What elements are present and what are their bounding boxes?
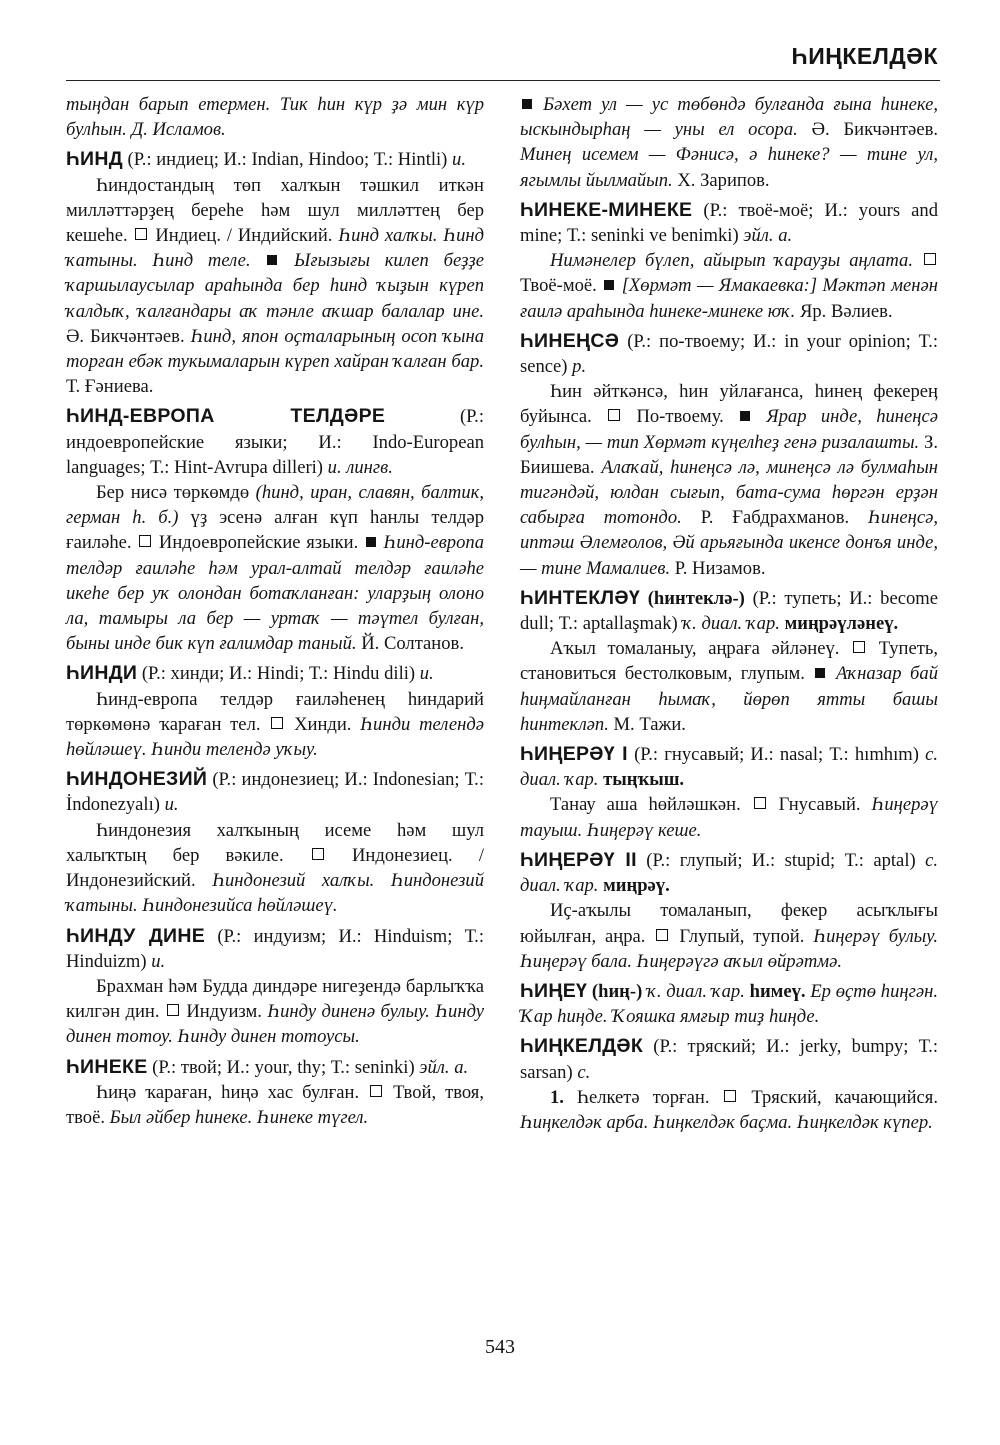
pos: эйл. а.: [419, 1056, 469, 1078]
definition-text: Һин әйткәнсә, һин уйлағанса, һинең фекереӊ буйынса.: [520, 381, 938, 428]
pos: и.: [164, 794, 179, 816]
headword: ҺИНДОНЕЗИЙ: [66, 768, 208, 791]
grammar: (Р.: тупеть; И.: become dull; Т.: aptallaşmak): [520, 587, 939, 635]
running-head: ҺИҢКЕЛДӘК: [791, 43, 938, 69]
entry-hind: [66, 147, 484, 172]
author: М. Тажи.: [608, 713, 686, 735]
grammar: (Р.: глупый; И.: stupid; Т.: aptal): [636, 849, 926, 871]
russian-equivalent: Гнусавый.: [767, 794, 872, 816]
russian-marker-icon: [754, 797, 766, 809]
quote-marker-icon: [740, 411, 750, 421]
russian-equivalent: Хинди.: [285, 713, 361, 735]
right-column: [520, 92, 938, 1135]
definition-text: Һиңә ҡараған, һиңә хас булған.: [96, 1081, 369, 1103]
russian-equivalent: По-твоему.: [622, 406, 739, 428]
stem-variant: (һиң-): [587, 980, 643, 1002]
headword: ҺИҢЕРӘҮ II: [520, 848, 637, 871]
russian-marker-icon: [271, 717, 283, 729]
definition-text: Аҡыл томаланыу, аңраға әйләнеү.: [550, 638, 852, 660]
entry-hinensa: [520, 329, 938, 379]
headword: ҺИНД: [66, 148, 123, 171]
cross-reference: һимеү.: [749, 980, 806, 1002]
quotation: Минең исемем — Фәнисә, ә һинеке? — тине ул, ягымлы йылмайып.: [520, 144, 938, 191]
examples: Һинди телендә һөйләшеү. Һинди телендә уҡыу.: [66, 713, 484, 761]
pos: и.: [452, 149, 466, 171]
definition: [66, 687, 484, 763]
grammar: (Р.: индонезиец; И.: Indonesian; Т.: İndonezyalı): [66, 769, 484, 816]
headword: ҺИНЕҢСӘ: [520, 329, 620, 352]
definition: [520, 379, 938, 581]
quotation: Һинд, япон оҫталарының осоп ҡына торған ебәк тукымаларын күреп хайран ҡалған бар.: [66, 325, 484, 373]
definition-text: Һелкетә торған.: [563, 1086, 723, 1108]
cross-reference: миңрәүләнеү.: [784, 613, 899, 635]
headword: ҺИНТЕКЛӘҮ: [520, 586, 641, 609]
russian-equivalent: Тряский, качающийся.: [738, 1086, 939, 1108]
examples: Һинду диненә булыу. Һинду динен тотоу. Һинду динен тотоусы.: [66, 1001, 484, 1048]
russian-equivalent: Твоё-моё.: [520, 275, 603, 297]
russian-marker-icon: [312, 848, 324, 860]
stem-variant: (һинтеклә-): [640, 587, 745, 609]
definition: [66, 173, 484, 400]
definition-italic: (һинд, иран, славян, балтик, герман һ. б.): [66, 482, 485, 529]
definition: [520, 792, 938, 842]
headword: ҺИҢКЕЛДӘК: [520, 1035, 644, 1058]
left-column: [66, 92, 484, 1130]
cross-reference: миңрәү.: [603, 875, 670, 897]
pos: р.: [572, 356, 587, 378]
russian-equivalent: Твой, твоя, твоё.: [66, 1081, 485, 1128]
definition: [66, 974, 484, 1050]
russian-equivalent: Тупеть, становиться бестолковым, глупым.: [520, 638, 938, 685]
entry-hineke-mineke: [520, 198, 938, 248]
pos: и. лингв.: [327, 456, 393, 478]
definition-text: Танау аша һөйләшкән.: [550, 794, 752, 816]
grammar: (Р.: индиец; И.: Indian, Hindoo; Т.: Hintli): [122, 149, 453, 171]
russian-equivalent: Глупый, тупой.: [670, 925, 814, 947]
pos: ҡ. диал. ҡар.: [642, 980, 750, 1002]
quote-marker-icon: [604, 280, 614, 290]
examples: Һиңерәү булыу. Һиңерәү бала. Һиңерәүгә аҡыл өйрәтмә.: [520, 925, 938, 972]
quotation: Алаҡай, һинеңсә лә, минеңсә лә булмаһын тигәндәй, юлдан сығып, бата-сума һөргән ерҙән сабырға тотондо.: [520, 456, 939, 529]
headword: ҺИНЕКЕ: [66, 1055, 148, 1078]
definition-text: Һинд-европа телдәр ғаиләһенең һиндарий төркөмөнә ҡараған тел.: [66, 688, 484, 735]
entry-hineu: [520, 979, 938, 1029]
definition: [520, 1085, 938, 1135]
grammar: (Р.: твоё-моё; И.: yours and mine; Т.: seninki ve benimki): [520, 199, 938, 247]
russian-marker-icon: [724, 1090, 736, 1102]
pos: и.: [151, 950, 166, 972]
russian-equivalent: Индоевропейские языки.: [153, 532, 364, 554]
entry-hind-europa: [66, 404, 484, 480]
headword: ҺИНДИ: [66, 662, 138, 685]
entry-hindoneziy: [66, 767, 484, 817]
entry-hintekləü: [520, 586, 938, 636]
quote-marker-icon: [267, 255, 277, 265]
quote-marker-icon: [815, 668, 825, 678]
grammar: (Р.: индоевропейские языки; И.: Indo-European languages; Т.: Hint-Avrupa dilleri): [66, 406, 484, 478]
author: Яр. Вәлиев.: [795, 300, 893, 322]
pos: с. диал. ҡар.: [520, 849, 938, 897]
quotation: [Хөрмәт — Ямакаевка:] Мәктәп менән ғаилә араһында һинеке-минеке юҡ.: [520, 275, 938, 322]
examples: Һиндонезий халҡы. Һиндонезий ҡатыны. Һиндонезийса һөйләшеү.: [66, 870, 484, 917]
definition: [66, 1080, 484, 1130]
author: Р. Низамов.: [670, 557, 766, 579]
grammar: (Р.: индуизм; И.: Hinduism; Т.: Hinduizm): [66, 925, 484, 972]
examples: Был әйбер һинеке. Һинеке түгел.: [109, 1106, 369, 1128]
definition: [520, 636, 938, 737]
grammar: (Р.: хинди; И.: Hindi; Т.: Hindu dili): [137, 663, 420, 685]
pos: ҡ. диал. ҡар.: [682, 613, 780, 635]
page-number: 543: [485, 1336, 515, 1358]
headword: ҺИНД-ЕВРОПА ТЕЛДӘРЕ: [66, 405, 386, 428]
grammar: (Р.: тряский; И.: jerky, bumpy; Т.: sarsan): [520, 1036, 938, 1083]
russian-marker-icon: [370, 1085, 382, 1097]
author: Т. Ғәниева.: [66, 376, 154, 398]
definition-text: Һиндостандың төп халҡын тәшкил иткән милләттәрҙең береһе һәм шул милләттең бер кешеһе.: [66, 174, 484, 247]
russian-marker-icon: [608, 409, 620, 421]
definition-text: Нимәнелер бүлеп, айырып ҡарауҙы аңлата.: [550, 250, 922, 272]
continued-quotes: [520, 92, 938, 193]
quotation: Ярар инде, һинеңсә булһын, — тип Хөрмәт күңелһеҙ генә ризалашты.: [520, 406, 938, 453]
cross-reference: тыңҡыш.: [603, 769, 685, 791]
definition-text: Брахман һәм Будда диндәре нигеҙендә барлыҡҡа килгән дин.: [66, 975, 484, 1023]
pos: с. диал. ҡар.: [520, 744, 938, 791]
russian-marker-icon: [924, 253, 936, 265]
russian-equivalent: Индуизм.: [180, 1001, 268, 1023]
entry-hinkeldak: [520, 1034, 938, 1084]
headword: ҺИҢЕҮ: [520, 979, 588, 1002]
quote-marker-icon: [366, 537, 376, 547]
quotation: Һинеңсә, иптәш Әлемғолов, Әй арьяғында икенсе донъя инде, — тине Мамалиев.: [520, 507, 938, 579]
author: Й. Солтанов.: [356, 633, 464, 655]
grammar: (Р.: по-твоему; И.: in your opinion; Т.: sence): [520, 330, 938, 378]
author: Ә. Бикчәнтәев.: [797, 119, 938, 141]
definition-text: Һиндонезия халҡының исеме һәм шул халыҡтың бер вәкиле.: [66, 819, 484, 866]
definition-text: Иҫ-аҡылы томаланып, фекер асыҡлығы юйылған, аңра.: [520, 900, 938, 947]
grammar: (Р.: твой; И.: your, thy; Т.: seninki): [147, 1056, 420, 1078]
grammar: (Р.: гнусавый; И.: nasal; Т.: hımhım): [627, 744, 926, 766]
headword: ҺИНДУ ДИНЕ: [66, 924, 206, 947]
entry-hinerau-1: [520, 742, 938, 792]
quotation: Һинд-европа телдәр ғаиләһе һәм урал-алтай телдәр ғаиләһе икеһе бер уҡ олондан ботаҡланған: уларҙың олоно ла, тамыры ла бер — уртаҡ — тәүтел булған, быны инде бик күп ғалимдар таный.: [66, 532, 484, 655]
examples: Һинд халҡы. Һинд ҡатыны. Һинд теле.: [66, 225, 484, 272]
entry-hindu-dine: [66, 924, 484, 974]
entry-hineke: [66, 1055, 484, 1080]
definition-text: үҙ эсенә алған күп һанлы телдәр ғаиләһе.: [66, 507, 484, 554]
russian-marker-icon: [167, 1004, 179, 1016]
russian-marker-icon: [853, 641, 865, 653]
author: Х. Зарипов.: [672, 169, 770, 191]
pos: с.: [577, 1061, 591, 1083]
quotation: Бәхет ул — ус төбөндә булғанда ғына һинеке, ыскындырһаң — уны ел осора.: [520, 94, 939, 141]
russian-marker-icon: [656, 929, 668, 941]
examples: Һиңкелдәк арба. Һиңкелдәк баҫма. Һиңкелдәк күпер.: [520, 1111, 933, 1133]
sense-number: 1.: [550, 1086, 564, 1108]
continued-example: [66, 92, 484, 142]
examples: Ер өҫтө һиңгән. Ҡар һиңде. Ҡояшка ямғыр тиҙ һиңде.: [520, 980, 938, 1028]
header-rule: [66, 80, 940, 81]
russian-marker-icon: [139, 535, 151, 547]
quote-marker-icon: [522, 99, 532, 109]
entry-hindi: [66, 661, 484, 686]
russian-equivalent: Индиец. / Индийский.: [149, 225, 339, 247]
definition: [520, 898, 938, 974]
russian-marker-icon: [135, 228, 147, 240]
definition: [520, 248, 938, 324]
russian-equivalent: Индонезиец. / Индонезийский.: [66, 844, 484, 892]
quotation: Ығызығы килеп беҙҙе ҡаршылаусылар араһында бер һинд ҡыҙын күреп ҡалдыҡ, ҡалғандары аҡ тәнле аҡшар балалар ине.: [66, 250, 484, 322]
author: Р. Ғабдрахманов.: [681, 507, 869, 529]
definition: [66, 480, 484, 656]
quotation: Аҡназар бай һиңмайланған һымаҡ, йөрөп ятты башы һинтекләп.: [520, 663, 938, 735]
example-text: тыңдан барып етермен. Тик һин күр ҙә мин күр булһын. Д. Исламов.: [66, 94, 484, 141]
pos: эйл. а.: [743, 225, 793, 247]
headword: ҺИНЕКЕ-МИНЕКЕ: [520, 198, 693, 221]
examples: Һиңерәү тауыш. Һиңерәү кеше.: [520, 794, 938, 841]
entry-hinerau-2: [520, 848, 938, 898]
headword: ҺИҢЕРӘҮ I: [520, 743, 628, 766]
author: Ә. Бикчәнтәев.: [66, 325, 191, 347]
definition-text: Бер нисә төркөмдө: [96, 482, 256, 504]
pos: и.: [419, 663, 434, 685]
definition: [66, 818, 484, 919]
author: З. Биишева.: [520, 431, 938, 478]
